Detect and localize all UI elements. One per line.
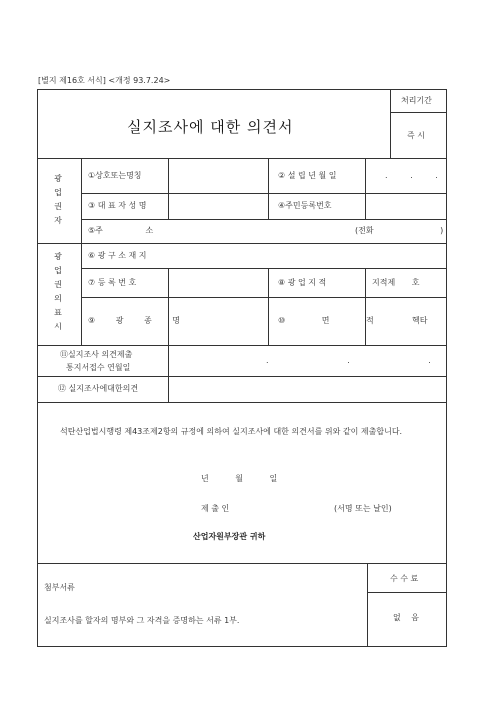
company-name-label: ①상호또는명칭 xyxy=(88,171,142,180)
col-label-c xyxy=(168,345,169,403)
fee-value: 없 음 xyxy=(393,613,419,622)
col-mid-a xyxy=(268,158,269,219)
mining-right-section-label: 광 업 권 의 표 시 xyxy=(54,252,62,331)
row-line-3 xyxy=(81,219,447,220)
addressee: 산업자원부장관 귀하 xyxy=(193,532,266,541)
establishment-date-value: . . . xyxy=(385,171,448,180)
fee-line xyxy=(367,592,447,593)
fee-label: 수 수 료 xyxy=(390,574,419,583)
col-left-label xyxy=(81,158,82,346)
col-mid-b xyxy=(268,268,269,346)
col-value-b xyxy=(365,268,366,346)
mineral-type-label: ⑨ 광 종 명 xyxy=(88,316,180,325)
address-label: ⑤주 소 xyxy=(88,226,154,235)
processing-label: 처리기간 xyxy=(401,96,432,105)
notice-label-line1: ⑪실지조사 의견제출 xyxy=(60,350,133,359)
row-line-2 xyxy=(81,193,447,194)
submitter-sign: (서명 또는 날인) xyxy=(334,504,392,513)
row-line-5 xyxy=(81,268,447,269)
statement-text: 석탄산업법시행령 제43조제2항의 규정에 의하여 실지조사에 대한 의견서를 위와 같이 제출합니다. xyxy=(60,427,403,436)
row-line-7 xyxy=(37,345,447,346)
row-line-8 xyxy=(37,376,447,377)
border-top xyxy=(37,89,447,90)
form-title: 실지조사에 대한 의견서 xyxy=(127,118,294,136)
mine-location-label: ⑥ 광 구 소 재 지 xyxy=(88,251,147,260)
mining-cadastre-label: ⑧ 광 업 지 적 xyxy=(278,278,327,287)
col-label-a xyxy=(168,158,169,219)
notice-date-value: . . . xyxy=(266,356,469,365)
area-unit: 헥타 xyxy=(412,316,428,325)
row-line-4 xyxy=(37,243,447,244)
processing-divider xyxy=(390,89,391,158)
col-value-a xyxy=(365,158,366,219)
attachments-label: 첨부서류 xyxy=(44,583,75,592)
processing-line xyxy=(390,112,447,113)
row-line-1 xyxy=(37,158,447,159)
resident-number-label: ④주민등록번호 xyxy=(278,201,332,210)
phone-label: (전화 ) xyxy=(355,226,444,235)
col-fee xyxy=(367,563,368,647)
date-line: 년 월 일 xyxy=(201,474,278,483)
representative-label: ③ 대 표 자 성 명 xyxy=(88,201,147,210)
form-header-note: [별지 제16호 서식] <개정 93.7.24> xyxy=(38,76,171,85)
row-line-6 xyxy=(81,297,447,298)
col-label-b xyxy=(168,268,169,346)
border-bottom xyxy=(37,646,447,647)
notice-label-line2: 통지서접수 연월일 xyxy=(66,363,131,372)
submitter-label: 제 출 인 xyxy=(201,504,230,513)
applicant-section-label: 광 업 권 자 xyxy=(54,174,62,225)
cadastre-value: 지적제 호 xyxy=(372,278,420,287)
registration-number-label: ⑦ 등 록 번 호 xyxy=(88,278,137,287)
processing-value: 즉 시 xyxy=(407,131,425,140)
row-line-9 xyxy=(37,402,447,403)
opinion-label: ⑫ 실지조사에대한의견 xyxy=(58,384,139,393)
attachments-text: 실지조사를 할자의 명부와 그 자격을 증명하는 서류 1부. xyxy=(44,616,240,625)
row-line-10 xyxy=(37,563,447,564)
establishment-date-label: ② 설 립 년 월 일 xyxy=(278,171,337,180)
area-label: ⑩ 면 적 xyxy=(278,316,374,325)
